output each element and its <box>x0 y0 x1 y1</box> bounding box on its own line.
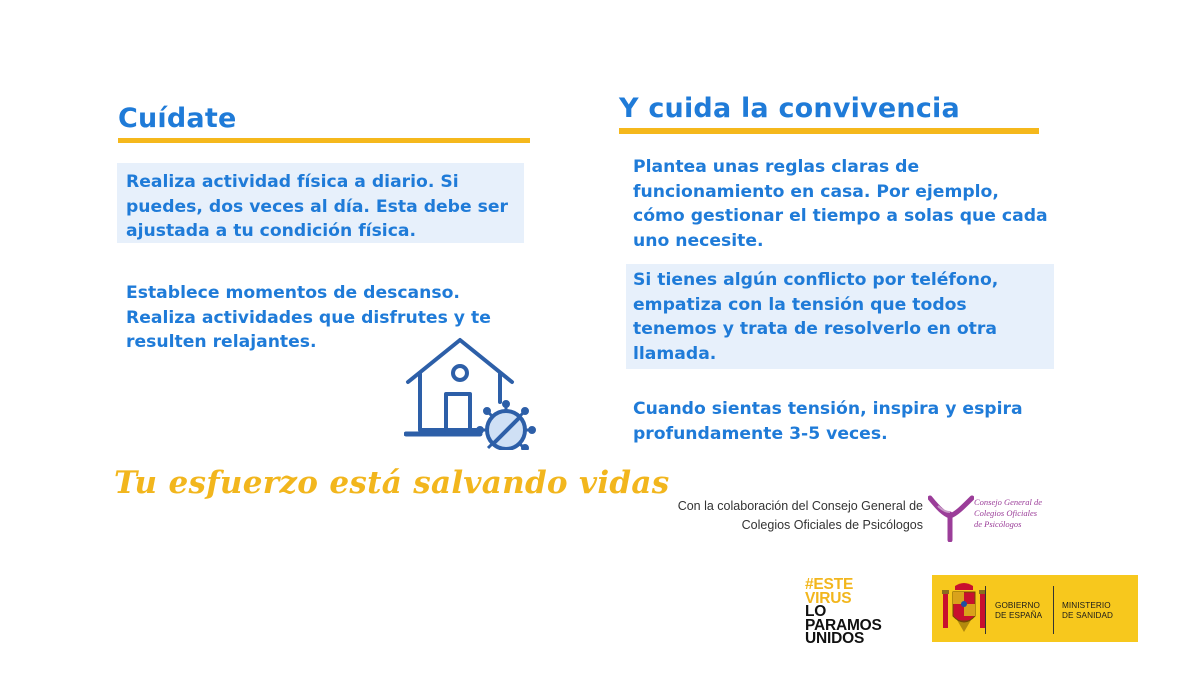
gobierno-line-1: GOBIERNO <box>995 601 1040 610</box>
psychologists-logo-icon <box>928 494 974 542</box>
campaign-line-4: PARAMOS <box>805 616 882 634</box>
ministerio-text <box>1062 601 1113 621</box>
campaign-hash-line-1: #ESTE <box>805 576 854 593</box>
house-virus-icon <box>404 334 536 450</box>
right-title-underline <box>619 128 1039 134</box>
left-title-underline <box>118 138 530 143</box>
logo-text-line-2: Colegios Oficiales <box>974 508 1038 518</box>
collaboration-line-2: Colegios Oficiales de Psicólogos <box>741 518 923 532</box>
campaign-hash-line-2: VIRUS <box>805 589 852 607</box>
left-tip-2: Establece momentos de descanso. Realiza actividades que disfrutes y te resulten relajantes. <box>126 283 491 352</box>
left-tip-1: Realiza actividad física a diario. Si puedes, dos veces al día. Esta debe ser ajustada a tu condición física. <box>126 172 508 241</box>
psychologists-logo-text <box>974 497 1054 530</box>
right-tip-1: Plantea unas reglas claras de funcionamiento en casa. Por ejemplo, cómo gestionar el tiempo a solas que cada uno necesite. <box>633 157 1048 251</box>
gov-divider-2 <box>1053 586 1054 634</box>
logo-text-line-1: Consejo General de <box>974 497 1042 507</box>
collaboration-line-1: Con la colaboración del Consejo General de <box>677 499 923 513</box>
gov-divider-1 <box>985 586 986 634</box>
collaboration-text <box>620 497 923 535</box>
right-title: Y cuida la convivencia <box>619 93 960 124</box>
ministerio-line-2: DE SANIDAD <box>1062 611 1114 620</box>
coat-of-arms-icon <box>939 580 989 638</box>
left-title: Cuídate <box>118 103 237 134</box>
campaign-line-3: LO <box>805 603 827 620</box>
campaign-line-5: UNIDOS <box>805 630 865 647</box>
right-tip-2: Si tienes algún conflicto por teléfono, empatiza con la tensión que todos tenemos y trata de resolverlo en otra llamada. <box>633 270 999 364</box>
logo-text-line-3: de Psicólogos <box>974 519 1022 529</box>
right-tip-3: Cuando sientas tensión, inspira y espira profundamente 3-5 veces. <box>633 399 1023 444</box>
virus-icon <box>478 402 535 451</box>
gobierno-line-2: DE ESPAÑA <box>995 611 1043 620</box>
gobierno-text <box>995 601 1042 621</box>
ministerio-line-1: MINISTERIO <box>1062 601 1111 610</box>
campaign-logo <box>805 578 882 646</box>
slogan: Tu esfuerzo está salvando vidas <box>114 465 670 501</box>
